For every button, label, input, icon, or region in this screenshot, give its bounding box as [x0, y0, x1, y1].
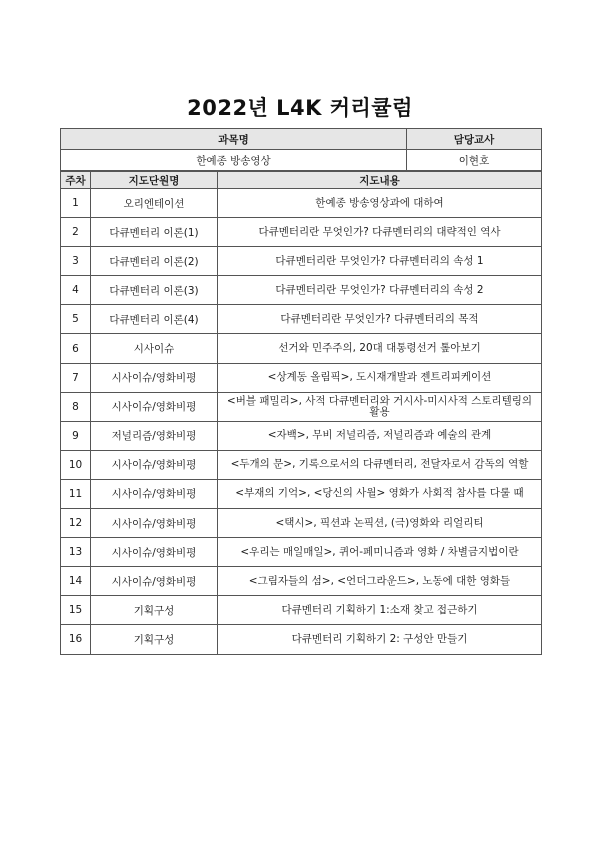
info-value-row — [61, 150, 542, 171]
unit-cell: 시사이슈/영화비평 — [91, 538, 218, 567]
unit-cell: 시사이슈/영화비평 — [91, 363, 218, 392]
table-row — [61, 625, 542, 654]
content-cell: 다큐멘터리란 무엇인가? 다큐멘터리의 대략적인 역사 — [218, 218, 542, 247]
page-title: 2022년 L4K 커리큘럼 — [187, 96, 413, 120]
week-cell: 16 — [61, 625, 91, 654]
unit-cell: 시사이슈/영화비평 — [91, 567, 218, 596]
table-row — [61, 479, 542, 508]
content-cell: <우리는 매일매일>, 퀴어-페미니즘과 영화 / 차별금지법이란 — [218, 538, 542, 567]
table-row — [61, 218, 542, 247]
table-row — [61, 421, 542, 450]
table-row — [61, 450, 542, 479]
content-cell: <부재의 기억>, <당신의 사월> 영화가 사회적 참사를 다룰 때 — [218, 479, 542, 508]
content-cell: 다큐멘터리란 무엇인가? 다큐멘터리의 속성 1 — [218, 247, 542, 276]
unit-cell: 오리엔테이션 — [91, 189, 218, 218]
table-row — [61, 305, 542, 334]
unit-cell: 다큐멘터리 이론(1) — [91, 218, 218, 247]
unit-cell: 시사이슈 — [91, 334, 218, 363]
table-row — [61, 567, 542, 596]
table-row — [61, 247, 542, 276]
content-cell: <자백>, 무비 저널리즘, 저널리즘과 예술의 관계 — [218, 421, 542, 450]
content-header: 지도내용 — [218, 172, 542, 189]
content-cell: 다큐멘터리 기획하기 1:소재 찾고 접근하기 — [218, 596, 542, 625]
unit-cell: 시사이슈/영화비평 — [91, 450, 218, 479]
unit-cell: 시사이슈/영화비평 — [91, 509, 218, 538]
week-cell: 9 — [61, 421, 91, 450]
week-cell: 5 — [61, 305, 91, 334]
week-cell: 13 — [61, 538, 91, 567]
content-cell: <버블 패밀리>, 사적 다큐멘터리와 거시사-미시사적 스토리텔링의 활용 — [218, 392, 542, 421]
content-cell: <두개의 문>, 기록으로서의 다큐멘터리, 전달자로서 감독의 역할 — [218, 450, 542, 479]
curriculum-body — [61, 172, 542, 655]
unit-cell: 다큐멘터리 이론(3) — [91, 276, 218, 305]
content-cell: <상계동 올림픽>, 도시재개발과 젠트리피케이션 — [218, 363, 542, 392]
subject-value: 한예종 방송영상 — [61, 150, 407, 171]
week-header: 주차 — [61, 172, 91, 189]
unit-cell: 기획구성 — [91, 625, 218, 654]
week-cell: 11 — [61, 479, 91, 508]
unit-header: 지도단원명 — [91, 172, 218, 189]
week-cell: 1 — [61, 189, 91, 218]
week-cell: 6 — [61, 334, 91, 363]
course-info-table — [60, 128, 542, 171]
unit-cell: 기획구성 — [91, 596, 218, 625]
content-cell: 한예종 방송영상과에 대하여 — [218, 189, 542, 218]
week-cell: 3 — [61, 247, 91, 276]
content-cell: 다큐멘터리 기획하기 2: 구성안 만들기 — [218, 625, 542, 654]
curriculum-table — [60, 171, 542, 655]
teacher-header: 담당교사 — [407, 129, 542, 150]
content-cell: <택시>, 픽션과 논픽션, (극)영화와 리얼리티 — [218, 509, 542, 538]
content-cell: 다큐멘터리란 무엇인가? 다큐멘터리의 목적 — [218, 305, 542, 334]
unit-cell: 다큐멘터리 이론(2) — [91, 247, 218, 276]
table-header-row — [61, 172, 542, 189]
table-row — [61, 189, 542, 218]
table-row — [61, 363, 542, 392]
table-row — [61, 596, 542, 625]
week-cell: 12 — [61, 509, 91, 538]
week-cell: 15 — [61, 596, 91, 625]
week-cell: 4 — [61, 276, 91, 305]
content-cell: 다큐멘터리란 무엇인가? 다큐멘터리의 속성 2 — [218, 276, 542, 305]
week-cell: 7 — [61, 363, 91, 392]
table-row — [61, 276, 542, 305]
unit-cell: 저널리즘/영화비평 — [91, 421, 218, 450]
teacher-value: 이현호 — [407, 150, 542, 171]
table-row — [61, 538, 542, 567]
week-cell: 14 — [61, 567, 91, 596]
week-cell: 10 — [61, 450, 91, 479]
week-cell: 2 — [61, 218, 91, 247]
week-cell: 8 — [61, 392, 91, 421]
unit-cell: 다큐멘터리 이론(4) — [91, 305, 218, 334]
unit-cell: 시사이슈/영화비평 — [91, 392, 218, 421]
unit-cell: 시사이슈/영화비평 — [91, 479, 218, 508]
subject-header: 과목명 — [61, 129, 407, 150]
info-header-row — [61, 129, 542, 150]
table-row — [61, 392, 542, 421]
table-row — [61, 509, 542, 538]
content-cell: <그림자들의 섬>, <언더그라운드>, 노동에 대한 영화들 — [218, 567, 542, 596]
content-cell: 선거와 민주주의, 20대 대통령선거 톺아보기 — [218, 334, 542, 363]
table-row — [61, 334, 542, 363]
